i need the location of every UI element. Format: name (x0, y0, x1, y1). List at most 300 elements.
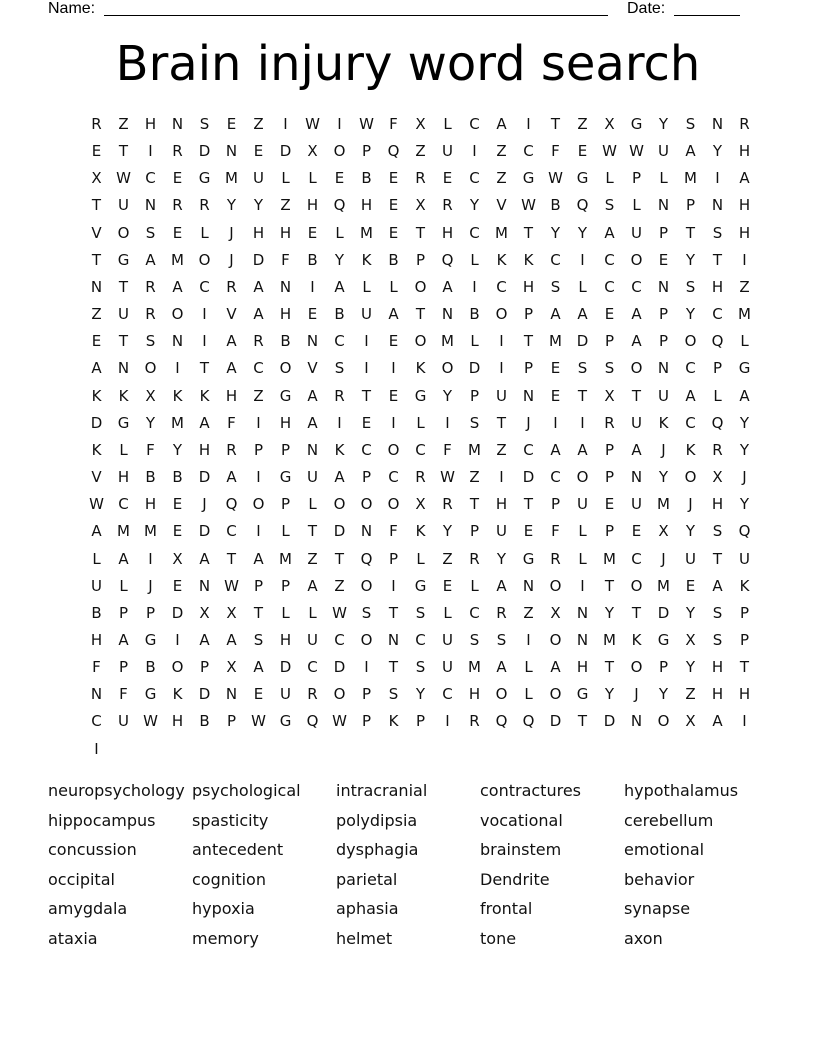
grid-letter: K (199, 386, 210, 405)
grid-letter: L (443, 603, 452, 622)
grid-letter: M (225, 169, 238, 188)
grid-letter: P (253, 576, 264, 595)
grid-letter: Y (685, 305, 696, 324)
grid-letter: O (684, 332, 697, 351)
grid-letter: P (604, 522, 615, 541)
grid-letter: A (334, 277, 345, 296)
grid-letter: T (550, 115, 561, 133)
grid-letter: M (117, 522, 130, 541)
grid-letter: C (631, 277, 642, 296)
grid-letter: W (602, 142, 617, 161)
word-list-item: hypoxia (192, 899, 255, 919)
grid-letter: C (469, 115, 480, 133)
grid-letter: Y (442, 386, 453, 405)
grid-letter: K (631, 630, 642, 649)
grid-letter: C (307, 658, 318, 677)
grid-letter: O (252, 495, 265, 514)
grid-letter: C (145, 169, 156, 188)
grid-letter: L (578, 277, 587, 296)
grid-letter: T (523, 332, 534, 351)
grid-letter: C (604, 250, 615, 269)
grid-letter: N (198, 576, 211, 595)
grid-letter: C (334, 630, 345, 649)
grid-letter: R (91, 115, 102, 133)
grid-letter: Y (496, 549, 507, 568)
word-list-item: aphasia (336, 899, 399, 919)
grid-letter: Y (604, 685, 615, 704)
grid-letter: M (738, 305, 751, 324)
grid-letter: T (253, 603, 264, 622)
grid-letter: O (333, 495, 346, 514)
grid-letter: T (496, 413, 507, 432)
grid-letter: Y (685, 522, 696, 541)
grid-letter: Q (387, 142, 400, 161)
grid-letter: F (551, 142, 560, 161)
grid-letter: P (469, 522, 480, 541)
grid-letter: P (118, 658, 129, 677)
grid-letter: A (172, 277, 183, 296)
grid-letter: H (711, 658, 724, 677)
grid-letter: A (253, 549, 264, 568)
grid-letter: O (495, 305, 508, 324)
grid-letter: I (499, 332, 504, 351)
grid-letter: N (144, 196, 157, 215)
grid-letter: I (526, 630, 531, 649)
grid-letter: I (202, 305, 207, 324)
grid-letter: B (361, 169, 372, 188)
grid-letter: B (469, 305, 480, 324)
grid-letter: I (94, 739, 99, 758)
grid-letter: R (145, 305, 156, 324)
grid-letter: U (253, 169, 264, 188)
grid-letter: A (226, 332, 237, 351)
grid-letter: L (119, 440, 128, 459)
grid-letter: N (657, 277, 670, 296)
grid-letter: G (576, 685, 589, 704)
grid-letter: H (468, 685, 481, 704)
grid-letter: X (415, 196, 426, 215)
grid-letter: S (415, 658, 426, 677)
grid-letter: O (171, 305, 184, 324)
word-list-item: dysphagia (336, 840, 419, 860)
grid-letter: M (441, 332, 454, 351)
grid-letter: Q (306, 712, 319, 731)
grid-letter: P (658, 223, 669, 242)
grid-letter: R (415, 169, 426, 188)
grid-letter: U (442, 142, 453, 161)
grid-letter: O (549, 630, 562, 649)
grid-letter: T (415, 305, 426, 324)
grid-letter: A (685, 386, 696, 405)
grid-letter: U (118, 305, 129, 324)
grid-letter: Z (415, 142, 426, 161)
grid-letter: N (117, 359, 130, 378)
grid-letter: K (658, 413, 669, 432)
grid-letter: L (389, 277, 398, 296)
grid-letter: B (145, 658, 156, 677)
grid-letter: L (470, 332, 479, 351)
grid-letter: P (145, 603, 156, 622)
grid-letter: M (171, 250, 184, 269)
grid-letter: E (604, 305, 615, 324)
grid-letter: T (118, 332, 129, 351)
grid-letter: P (361, 468, 372, 487)
grid-letter: X (685, 712, 696, 731)
grid-letter: J (229, 223, 234, 242)
grid-letter: H (279, 413, 292, 432)
grid-letter: S (361, 603, 372, 622)
grid-letter: G (522, 549, 535, 568)
grid-letter: Y (739, 495, 750, 514)
grid-letter: O (333, 142, 346, 161)
grid-letter: Q (333, 196, 346, 215)
grid-letter: M (495, 223, 508, 242)
grid-letter: D (198, 685, 211, 704)
grid-letter: K (415, 522, 426, 541)
grid-letter: E (442, 169, 453, 188)
grid-letter: N (360, 522, 373, 541)
grid-letter: E (604, 495, 615, 514)
grid-letter: S (415, 603, 426, 622)
name-label: Name: (48, 0, 96, 17)
grid-letter: N (279, 277, 292, 296)
grid-letter: C (604, 277, 615, 296)
grid-letter: W (332, 603, 347, 622)
grid-letter: U (442, 630, 453, 649)
grid-letter: Y (172, 440, 183, 459)
grid-letter: T (118, 142, 129, 161)
word-list-item: antecedent (192, 840, 284, 860)
grid-letter: N (576, 630, 589, 649)
grid-letter: G (279, 712, 292, 731)
grid-letter: E (388, 223, 399, 242)
grid-letter: J (661, 440, 666, 459)
grid-letter: M (603, 630, 616, 649)
grid-letter: W (359, 115, 374, 133)
grid-letter: Y (469, 196, 480, 215)
grid-letter: G (738, 359, 751, 378)
grid-letter: L (200, 223, 209, 242)
grid-letter: N (522, 386, 535, 405)
grid-letter: O (360, 576, 373, 595)
grid-letter: T (604, 658, 615, 677)
grid-letter: T (415, 223, 426, 242)
grid-letter: R (442, 495, 453, 514)
grid-letter: C (415, 630, 426, 649)
grid-letter: S (199, 115, 210, 133)
grid-letter: B (550, 196, 561, 215)
grid-letter: R (253, 332, 264, 351)
grid-letter: A (631, 440, 642, 459)
grid-letter: W (332, 712, 347, 731)
grid-letter: I (472, 277, 477, 296)
grid-letter: E (523, 522, 534, 541)
grid-letter: C (550, 250, 561, 269)
grid-letter: P (226, 712, 237, 731)
grid-letter: A (712, 712, 723, 731)
grid-letter: E (172, 495, 183, 514)
grid-letter: C (685, 413, 696, 432)
grid-letter: A (118, 630, 129, 649)
grid-letter: I (580, 250, 585, 269)
grid-letter: R (739, 115, 750, 133)
grid-letter: O (441, 359, 454, 378)
grid-letter: A (739, 386, 750, 405)
grid-letter: Z (739, 277, 750, 296)
grid-letter: H (117, 468, 130, 487)
grid-letter: O (414, 277, 427, 296)
grid-letter: C (361, 440, 372, 459)
grid-letter: O (630, 250, 643, 269)
grid-letter: H (252, 223, 265, 242)
grid-letter: S (685, 277, 696, 296)
grid-letter: R (604, 413, 615, 432)
grid-letter: C (91, 712, 102, 731)
grid-letter: O (360, 495, 373, 514)
grid-letter: Y (685, 250, 696, 269)
grid-letter: O (495, 685, 508, 704)
grid-letter: U (307, 468, 318, 487)
grid-letter: R (442, 196, 453, 215)
grid-letter: I (499, 359, 504, 378)
grid-letter: N (657, 359, 670, 378)
grid-letter: E (334, 169, 345, 188)
grid-letter: U (631, 413, 642, 432)
grid-letter: W (440, 468, 455, 487)
grid-letter: P (415, 712, 426, 731)
grid-letter: E (550, 359, 561, 378)
grid-letter: D (333, 658, 346, 677)
grid-letter: H (90, 630, 103, 649)
grid-letter: Y (145, 413, 156, 432)
grid-letter: X (307, 142, 318, 161)
grid-letter: I (742, 712, 747, 731)
grid-letter: V (91, 223, 102, 242)
grid-letter: D (603, 712, 616, 731)
word-list-item: synapse (624, 899, 691, 919)
grid-letter: P (658, 658, 669, 677)
grid-letter: N (711, 115, 724, 133)
grid-letter: P (469, 386, 480, 405)
word-list-item: contractures (480, 781, 581, 800)
grid-letter: Z (307, 549, 318, 568)
grid-letter: N (306, 332, 319, 351)
grid-letter: A (253, 277, 264, 296)
grid-letter: A (604, 223, 615, 242)
grid-letter: H (738, 142, 751, 161)
grid-letter: P (361, 685, 372, 704)
grid-letter: N (225, 142, 238, 161)
grid-letter: R (199, 196, 210, 215)
grid-letter: P (712, 359, 723, 378)
grid-letter: P (388, 549, 399, 568)
grid-letter: O (414, 332, 427, 351)
grid-letter: N (90, 277, 103, 296)
word-list-item: memory (192, 928, 259, 948)
grid-letter: W (629, 142, 644, 161)
grid-letter: O (549, 576, 562, 595)
grid-letter: N (90, 685, 103, 704)
grid-letter: E (226, 115, 237, 133)
grid-letter: B (307, 250, 318, 269)
word-list-item: hypothalamus (624, 781, 739, 800)
grid-letter: U (361, 305, 372, 324)
grid-letter: P (415, 250, 426, 269)
grid-letter: H (279, 305, 292, 324)
grid-letter: S (145, 223, 156, 242)
grid-letter: V (307, 359, 318, 378)
grid-letter: J (229, 250, 234, 269)
grid-letter: F (443, 440, 452, 459)
grid-letter: L (713, 386, 722, 405)
grid-letter: A (226, 468, 237, 487)
grid-letter: K (172, 386, 183, 405)
grid-letter: M (468, 440, 481, 459)
grid-letter: D (171, 603, 184, 622)
grid-letter: W (116, 169, 131, 188)
grid-letter: L (416, 549, 425, 568)
grid-letter: O (387, 495, 400, 514)
grid-letter: A (226, 359, 237, 378)
grid-letter: A (118, 549, 129, 568)
grid-letter: O (630, 658, 643, 677)
grid-letter: T (712, 250, 723, 269)
grid-letter: I (580, 413, 585, 432)
grid-letter: P (739, 603, 750, 622)
grid-letter: A (550, 305, 561, 324)
grid-letter: L (524, 658, 533, 677)
grid-letter: A (91, 522, 102, 541)
grid-letter: A (739, 169, 750, 188)
grid-letter: R (226, 277, 237, 296)
grid-letter: G (117, 250, 130, 269)
word-list-item: ataxia (48, 928, 98, 948)
name-line[interactable] (104, 15, 608, 16)
grid-letter: K (415, 359, 426, 378)
grid-letter: X (550, 603, 561, 622)
grid-letter: E (388, 332, 399, 351)
grid-letter: A (496, 658, 507, 677)
grid-letter: Q (711, 332, 724, 351)
grid-letter: S (253, 630, 264, 649)
grid-letter: K (91, 440, 102, 459)
grid-letter: Z (253, 115, 264, 133)
grid-letter: H (738, 685, 751, 704)
grid-letter: I (526, 115, 531, 133)
grid-letter: N (225, 685, 238, 704)
grid-letter: D (576, 332, 589, 351)
grid-letter: E (172, 576, 183, 595)
grid-letter: I (472, 142, 477, 161)
grid-letter: E (253, 685, 264, 704)
word-list-item: axon (624, 928, 663, 948)
grid-letter: I (256, 413, 261, 432)
grid-letter: S (604, 196, 615, 215)
grid-letter: U (307, 630, 318, 649)
grid-letter: C (442, 685, 453, 704)
grid-letter: T (577, 386, 588, 405)
grid-letter: V (226, 305, 237, 324)
grid-letter: E (172, 223, 183, 242)
grid-letter: U (658, 142, 669, 161)
grid-letter: P (523, 359, 534, 378)
grid-letter: Y (550, 223, 561, 242)
grid-letter: R (226, 440, 237, 459)
grid-letter: Z (469, 468, 480, 487)
grid-letter: Y (658, 115, 669, 133)
grid-letter: O (117, 223, 130, 242)
grid-letter: R (172, 142, 183, 161)
grid-letter: P (280, 495, 291, 514)
grid-letter: H (738, 196, 751, 215)
grid-letter: N (657, 196, 670, 215)
grid-letter: C (550, 468, 561, 487)
grid-letter: T (577, 712, 588, 731)
grid-letter: W (251, 712, 266, 731)
grid-letter: F (146, 440, 155, 459)
grid-letter: I (256, 522, 261, 541)
grid-letter: L (281, 522, 290, 541)
grid-letter: C (334, 332, 345, 351)
grid-letter: L (92, 549, 101, 568)
grid-letter: L (740, 332, 749, 351)
grid-letter: I (283, 115, 288, 133)
grid-letter: O (630, 576, 643, 595)
grid-letter: T (361, 386, 372, 405)
grid-letter: T (685, 223, 696, 242)
grid-letter: B (280, 332, 291, 351)
grid-letter: N (171, 332, 184, 351)
grid-letter: I (175, 359, 180, 378)
grid-letter: G (630, 115, 643, 133)
grid-letter: P (361, 142, 372, 161)
grid-letter: A (442, 277, 453, 296)
grid-letter: H (738, 223, 751, 242)
grid-letter: D (279, 658, 292, 677)
grid-letter: A (199, 549, 210, 568)
grid-letter: T (226, 549, 237, 568)
grid-letter: Y (226, 196, 237, 215)
grid-letter: N (576, 603, 589, 622)
grid-letter: Z (91, 305, 102, 324)
grid-letter: V (91, 468, 102, 487)
grid-letter: H (171, 712, 184, 731)
grid-letter: N (522, 576, 535, 595)
grid-letter: G (198, 169, 211, 188)
grid-letter: X (415, 115, 426, 133)
grid-letter: H (711, 685, 724, 704)
grid-letter: C (199, 277, 210, 296)
grid-letter: V (496, 196, 507, 215)
grid-letter: I (742, 250, 747, 269)
grid-letter: Z (253, 386, 264, 405)
grid-letter: A (550, 658, 561, 677)
grid-letter: N (630, 712, 643, 731)
grid-letter: E (685, 576, 696, 595)
grid-letter: A (577, 305, 588, 324)
grid-letter: G (522, 169, 535, 188)
grid-letter: U (91, 576, 102, 595)
date-line[interactable] (674, 15, 740, 16)
grid-letter: O (198, 250, 211, 269)
grid-letter: T (631, 603, 642, 622)
word-list-item: tone (480, 928, 517, 948)
grid-letter: M (468, 658, 481, 677)
grid-letter: A (307, 576, 318, 595)
grid-letter: K (172, 685, 183, 704)
grid-letter: L (416, 413, 425, 432)
grid-letter: I (499, 468, 504, 487)
